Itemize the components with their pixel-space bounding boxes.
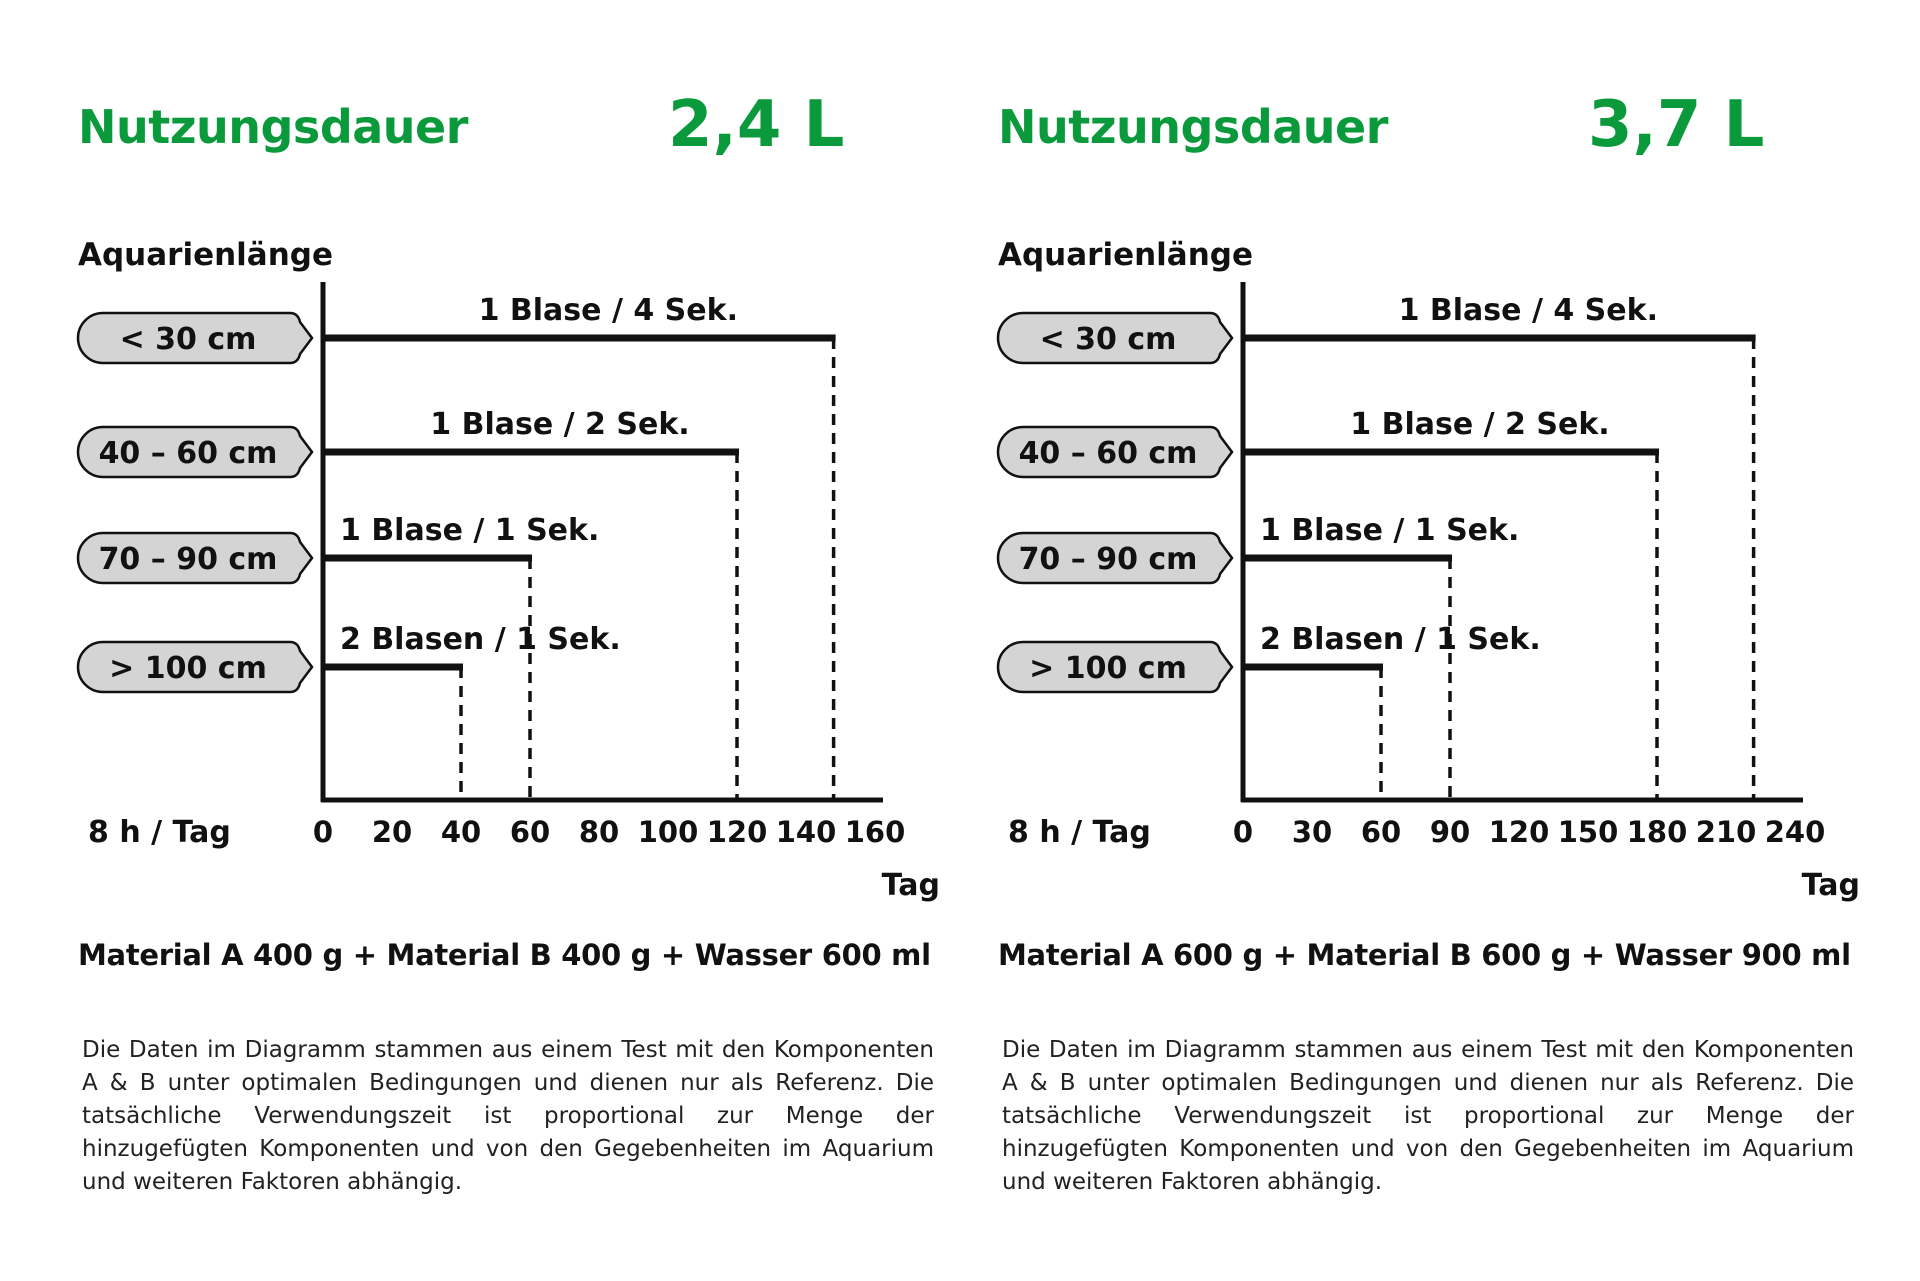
x-tick-label: 210: [1695, 815, 1757, 849]
bar-label: 1 Blase / 4 Sek.: [478, 293, 738, 328]
y-axis-label: Aquarienlänge: [78, 237, 334, 273]
bar-label: 1 Blase / 4 Sek.: [1398, 293, 1658, 328]
x-axis-label: Tag: [1801, 868, 1860, 903]
category-label: < 30 cm: [119, 322, 257, 357]
category-label: > 100 cm: [1029, 651, 1187, 686]
x-tick-label: 80: [578, 815, 620, 849]
y-axis-label: Aquarienlänge: [998, 237, 1254, 273]
x-tick-label: 0: [1232, 815, 1254, 849]
bar-label: 1 Blase / 1 Sek.: [340, 513, 600, 548]
panel-title: Nutzungsdauer: [78, 100, 468, 154]
x-tick-label: 100: [637, 815, 699, 849]
x-tick-label: 30: [1291, 815, 1333, 849]
x-axis-label: Tag: [881, 868, 940, 903]
x-tick-label: 120: [1488, 815, 1550, 849]
x-tick-label: 160: [844, 815, 906, 849]
panel-right: [920, 0, 1880, 1281]
x-tick-label: 0: [312, 815, 334, 849]
recipe-text: Material A 400 g + Material B 400 g + Wasser 600 ml: [78, 938, 931, 972]
note-text: Die Daten im Diagramm stammen aus einem Test mit den Komponenten A & B unter optimalen Bedingungen und dienen nur als Referenz. Die tatsächliche Verwendungszeit ist proportional zur Menge der hinzugefügten Komponenten und von den Gegebenheiten im Aquarium und weiteren Faktoren abhängig.: [82, 1037, 934, 1195]
x-tick-label: 240: [1764, 815, 1826, 849]
x-tick-label: 150: [1557, 815, 1619, 849]
category-label: > 100 cm: [109, 651, 267, 686]
bar-label: 2 Blasen / 1 Sek.: [1260, 622, 1541, 657]
volume-label: 2,4 L: [668, 88, 845, 162]
category-label: 40 – 60 cm: [1018, 436, 1198, 471]
x-tick-label: 60: [509, 815, 551, 849]
category-label: 40 – 60 cm: [98, 436, 278, 471]
x-tick-label: 90: [1429, 815, 1471, 849]
x-axis-prefix: 8 h / Tag: [88, 815, 231, 850]
recipe-text: Material A 600 g + Material B 600 g + Wasser 900 ml: [998, 938, 1851, 972]
x-tick-label: 20: [371, 815, 413, 849]
x-tick-label: 40: [440, 815, 482, 849]
x-axis-prefix: 8 h / Tag: [1008, 815, 1151, 850]
bar-label: 1 Blase / 2 Sek.: [430, 407, 690, 442]
usage-chart: [920, 0, 1880, 920]
category-label: 70 – 90 cm: [1018, 542, 1198, 577]
x-tick-label: 180: [1626, 815, 1688, 849]
x-tick-label: 140: [775, 815, 837, 849]
bar-label: 1 Blase / 2 Sek.: [1350, 407, 1610, 442]
category-label: < 30 cm: [1039, 322, 1177, 357]
panel-title: Nutzungsdauer: [998, 100, 1388, 154]
x-tick-label: 60: [1360, 815, 1402, 849]
bar-label: 2 Blasen / 1 Sek.: [340, 622, 621, 657]
volume-label: 3,7 L: [1588, 88, 1765, 162]
usage-chart: [0, 0, 960, 920]
note-text: Die Daten im Diagramm stammen aus einem Test mit den Komponenten A & B unter optimalen Bedingungen und dienen nur als Referenz. Die tatsächliche Verwendungszeit ist proportional zur Menge der hinzugefügten Komponenten und von den Gegebenheiten im Aquarium und weiteren Faktoren abhängig.: [1002, 1037, 1854, 1195]
x-tick-label: 120: [706, 815, 768, 849]
bar-label: 1 Blase / 1 Sek.: [1260, 513, 1520, 548]
category-label: 70 – 90 cm: [98, 542, 278, 577]
